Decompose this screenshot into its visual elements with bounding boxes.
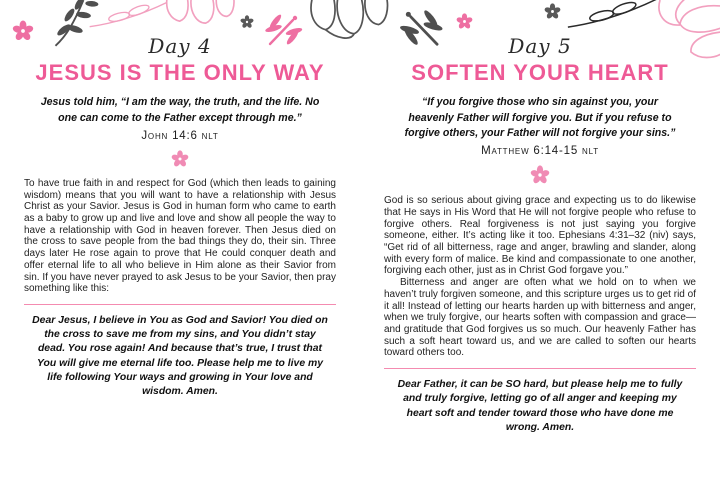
- scripture-reference: Matthew 6:14-15 nlt: [481, 145, 599, 158]
- day-label: Day 4: [148, 34, 212, 58]
- pink-rule: [24, 304, 336, 305]
- flower-divider-icon: [24, 150, 336, 168]
- devotion-paragraph: Bitterness and anger are often what we hold on to when we haven’t truly forgiven someone, and this scripture urges us to get rid of it all! Instead of letting our hearts harden up with bitterness and anger, when we truly forgive, our hearts soften with compassion and grace—and gratitude that God forgives us so much. Our heavenly Father has such a soft heart toward us, and we are called to soften our hearts toward others too.: [384, 277, 696, 359]
- devotion-body: [384, 195, 696, 359]
- pink-rule: [384, 368, 696, 369]
- day-label: Day 5: [508, 34, 572, 58]
- scripture-reference: John 14:6 nlt: [141, 129, 219, 142]
- flower-divider-icon: [384, 165, 696, 185]
- devotion-paragraph: To have true faith in and respect for God (which then leads to gaining wisdom) means that you will want to have a relationship with Jesus Christ as your Savior. Jesus is God in human form who came to earth as a baby to grow up and live and love and show all people the way to have a relationship with God in heaven forever. Then Jesus died on the cross to save people from the bad things they do, their sin. Three days later He rose again to prove that He could conquer death and offer eternal life to all who believe in Him alone as their Savior from sin. If you have never prayed to ask Jesus to be your Savior, then pray something like this:: [24, 177, 336, 295]
- prayer-text: Dear Father, it can be SO hard, but please help me to fully and truly forgive, letting go of all anger and keeping my heart soft and tender toward those who have done me wrong. Amen.: [397, 379, 683, 433]
- devotion-paragraph: God is so serious about giving grace and expecting us to do likewise that He says in His Word that He will not forgive people who refuse to forgive others. Real forgiveness is not just saying you forgive someone, either. It’s acting like it too. Ephesians 4:31–32 (niv) says, “Get rid of all bitterness, rage and anger, brawling and slander, along with every form of malice. Be kind and compassionate to one another, forgiving each other, just as in Christ God forgave you.”: [384, 195, 696, 277]
- scripture-quote: “If you forgive those who sin against you, your heavenly Father will forgive you. But if you refuse to forgive others, your Father will not forgive your sins.”: [404, 96, 676, 139]
- devotion-title: JESUS IS THE ONLY WAY: [35, 60, 325, 85]
- scripture-quote: Jesus told him, “I am the way, the truth, and the life. No one can come to the Father except through me.”: [40, 96, 320, 124]
- devotion-title: SOFTEN YOUR HEART: [411, 60, 669, 85]
- prayer-text: Dear Jesus, I believe in You as God and Savior! You died on the cross to save me from my sins, and You didn’t stay dead. You rose again! And because that’s true, I trust that You will give me eternal life too. Please help me to live my life following Your ways and growing in Your love and wisdom. Amen.: [32, 314, 328, 397]
- devotion-body: [24, 178, 336, 295]
- page-day-5: [360, 0, 720, 504]
